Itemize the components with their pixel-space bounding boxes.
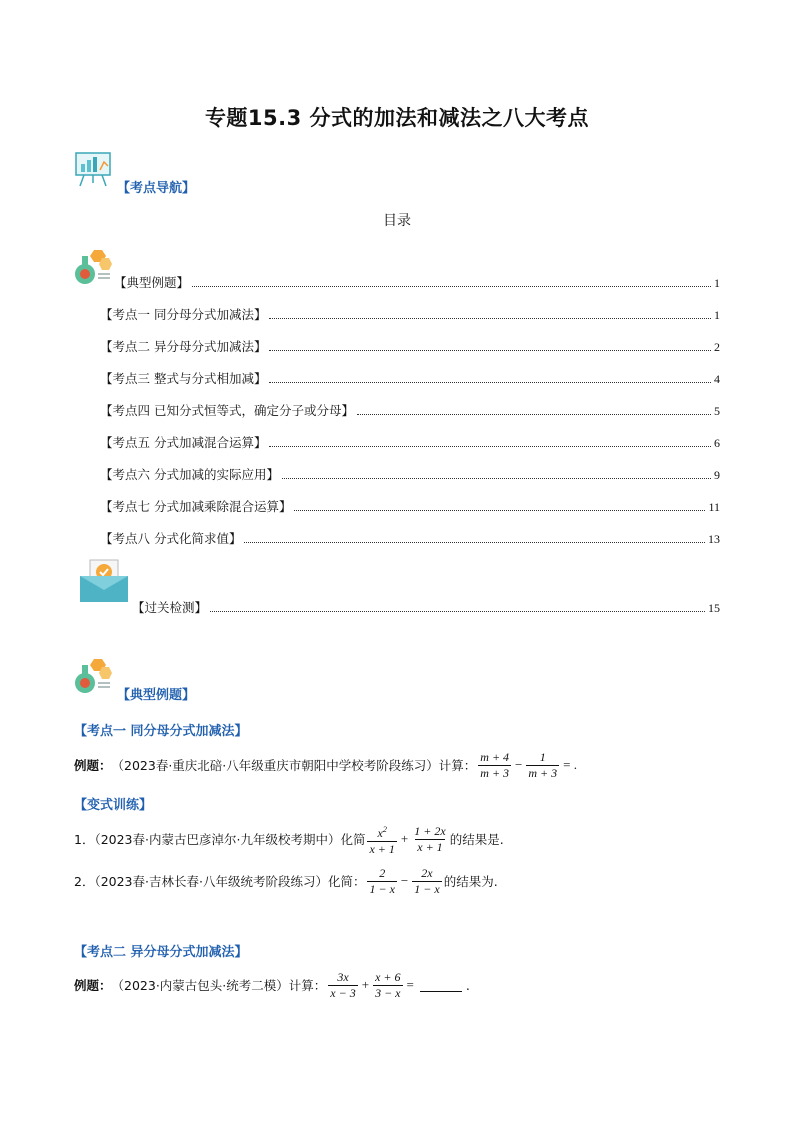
fraction: $\frac{2}{1 - x}$	[369, 865, 395, 896]
fraction: $\frac{1}{m + 3}$	[528, 749, 558, 780]
fraction: $\frac{3x}{x - 3}$	[330, 969, 356, 1000]
question-tail: 的结果是.	[449, 832, 504, 847]
variant-question-1	[74, 822, 504, 856]
operator: +	[400, 831, 409, 846]
kaodian-1-example	[74, 748, 579, 782]
toc-item-kaodian-1[interactable]	[100, 303, 720, 323]
question-tail: .	[465, 977, 470, 993]
question-text: 1．（2023春·内蒙古巴彦淖尔·九年级校考期中）化简	[74, 832, 366, 847]
toc-item-kaodian-6[interactable]	[100, 463, 720, 483]
toc-label: 【考点二 异分母分式加减法】	[100, 339, 267, 354]
toc-label: 【考点六 分式加减的实际应用】	[100, 467, 279, 482]
flask-icon	[72, 657, 114, 695]
answer-blank[interactable]	[420, 979, 462, 992]
example-label: 例题：	[74, 978, 112, 993]
toc-page: 15	[708, 601, 720, 615]
toc-label: 【考点四 已知分式恒等式，确定分子或分母】	[100, 403, 354, 418]
toc-page: 11	[708, 500, 720, 514]
variant-heading: 【变式训练】	[74, 798, 153, 813]
fraction: $\frac{2x}{1 - x}$	[414, 865, 440, 896]
toc-page: 5	[714, 404, 720, 418]
example-label: 例题：	[74, 758, 112, 773]
toc-item-checkpoint-test[interactable]	[132, 596, 720, 616]
kaodian-2-heading: 【考点二 异分母分式加减法】	[74, 945, 248, 960]
toc-dots	[269, 318, 711, 319]
toc-dots	[269, 382, 711, 383]
nav-header: 【考点导航】	[117, 181, 196, 196]
example-text: （2023春·重庆北碚·八年级重庆市朝阳中学校考阶段练习）计算：	[111, 758, 477, 773]
toc-dots	[269, 446, 711, 447]
toc-dots	[192, 286, 711, 287]
toc-page: 13	[708, 532, 720, 546]
toc-page: 4	[714, 372, 720, 386]
toc-item-kaodian-3[interactable]	[100, 367, 720, 387]
operator: −	[515, 757, 523, 772]
toc-dots	[282, 478, 711, 479]
toc-dots	[269, 350, 711, 351]
toc-dots	[210, 611, 705, 612]
fraction: $\frac{m + 4}{m + 3}$	[480, 749, 510, 780]
example-text: （2023·内蒙古包头·统考二模）计算：	[111, 978, 327, 993]
toc-page: 1	[714, 308, 720, 322]
toc-label: 【考点七 分式加减乘除混合运算】	[100, 499, 292, 514]
operator: −	[400, 873, 409, 888]
kaodian-1-heading: 【考点一 同分母分式加减法】	[74, 724, 248, 739]
fraction: $\frac{x + 6}{3 - x}$	[375, 969, 401, 1000]
toc-title: 目录	[383, 213, 411, 229]
toc-label: 【典型例题】	[114, 275, 190, 290]
fraction: $\frac{x^2}{x + 1}$	[369, 824, 395, 856]
toc-dots	[294, 510, 705, 511]
question-text: 2．（2023春·吉林长春·八年级统考阶段练习）化简：	[74, 874, 366, 889]
variant-question-2	[74, 864, 498, 898]
toc-item-kaodian-5[interactable]	[100, 431, 720, 451]
page-title: 专题15.3 分式的加法和减法之八大考点	[204, 106, 590, 130]
fraction: $\frac{1 + 2x}{x + 1}$	[414, 823, 446, 854]
section-header: 【典型例题】	[117, 688, 196, 703]
toc-dots	[244, 542, 705, 543]
toc-dots	[357, 414, 711, 415]
flask-icon	[72, 248, 114, 286]
toc-label: 【考点三 整式与分式相加减】	[100, 371, 267, 386]
toc-label: 【考点五 分式加减混合运算】	[100, 435, 267, 450]
toc-item-kaodian-4[interactable]	[100, 399, 720, 419]
toc-item-kaodian-2[interactable]	[100, 335, 720, 355]
toc-page: 1	[714, 276, 720, 290]
toc-label: 【考点八 分式化简求值】	[100, 531, 242, 546]
equals: =	[406, 977, 414, 992]
toc-page: 6	[714, 436, 720, 450]
operator: +	[361, 977, 370, 992]
toc-item-kaodian-8[interactable]	[100, 527, 720, 547]
toc-label: 【考点一 同分母分式加减法】	[100, 307, 267, 322]
toc-item-typical-examples[interactable]	[114, 271, 720, 291]
presentation-board-icon	[74, 150, 114, 188]
toc-page: 2	[714, 340, 720, 354]
kaodian-2-example	[74, 968, 470, 1002]
checked-envelope-icon	[78, 558, 130, 604]
question-tail: 的结果为.	[443, 874, 498, 889]
toc-item-kaodian-7[interactable]	[100, 495, 720, 515]
equals: = .	[563, 757, 577, 772]
toc-page: 9	[714, 468, 720, 482]
toc-label: 【过关检测】	[132, 600, 208, 615]
